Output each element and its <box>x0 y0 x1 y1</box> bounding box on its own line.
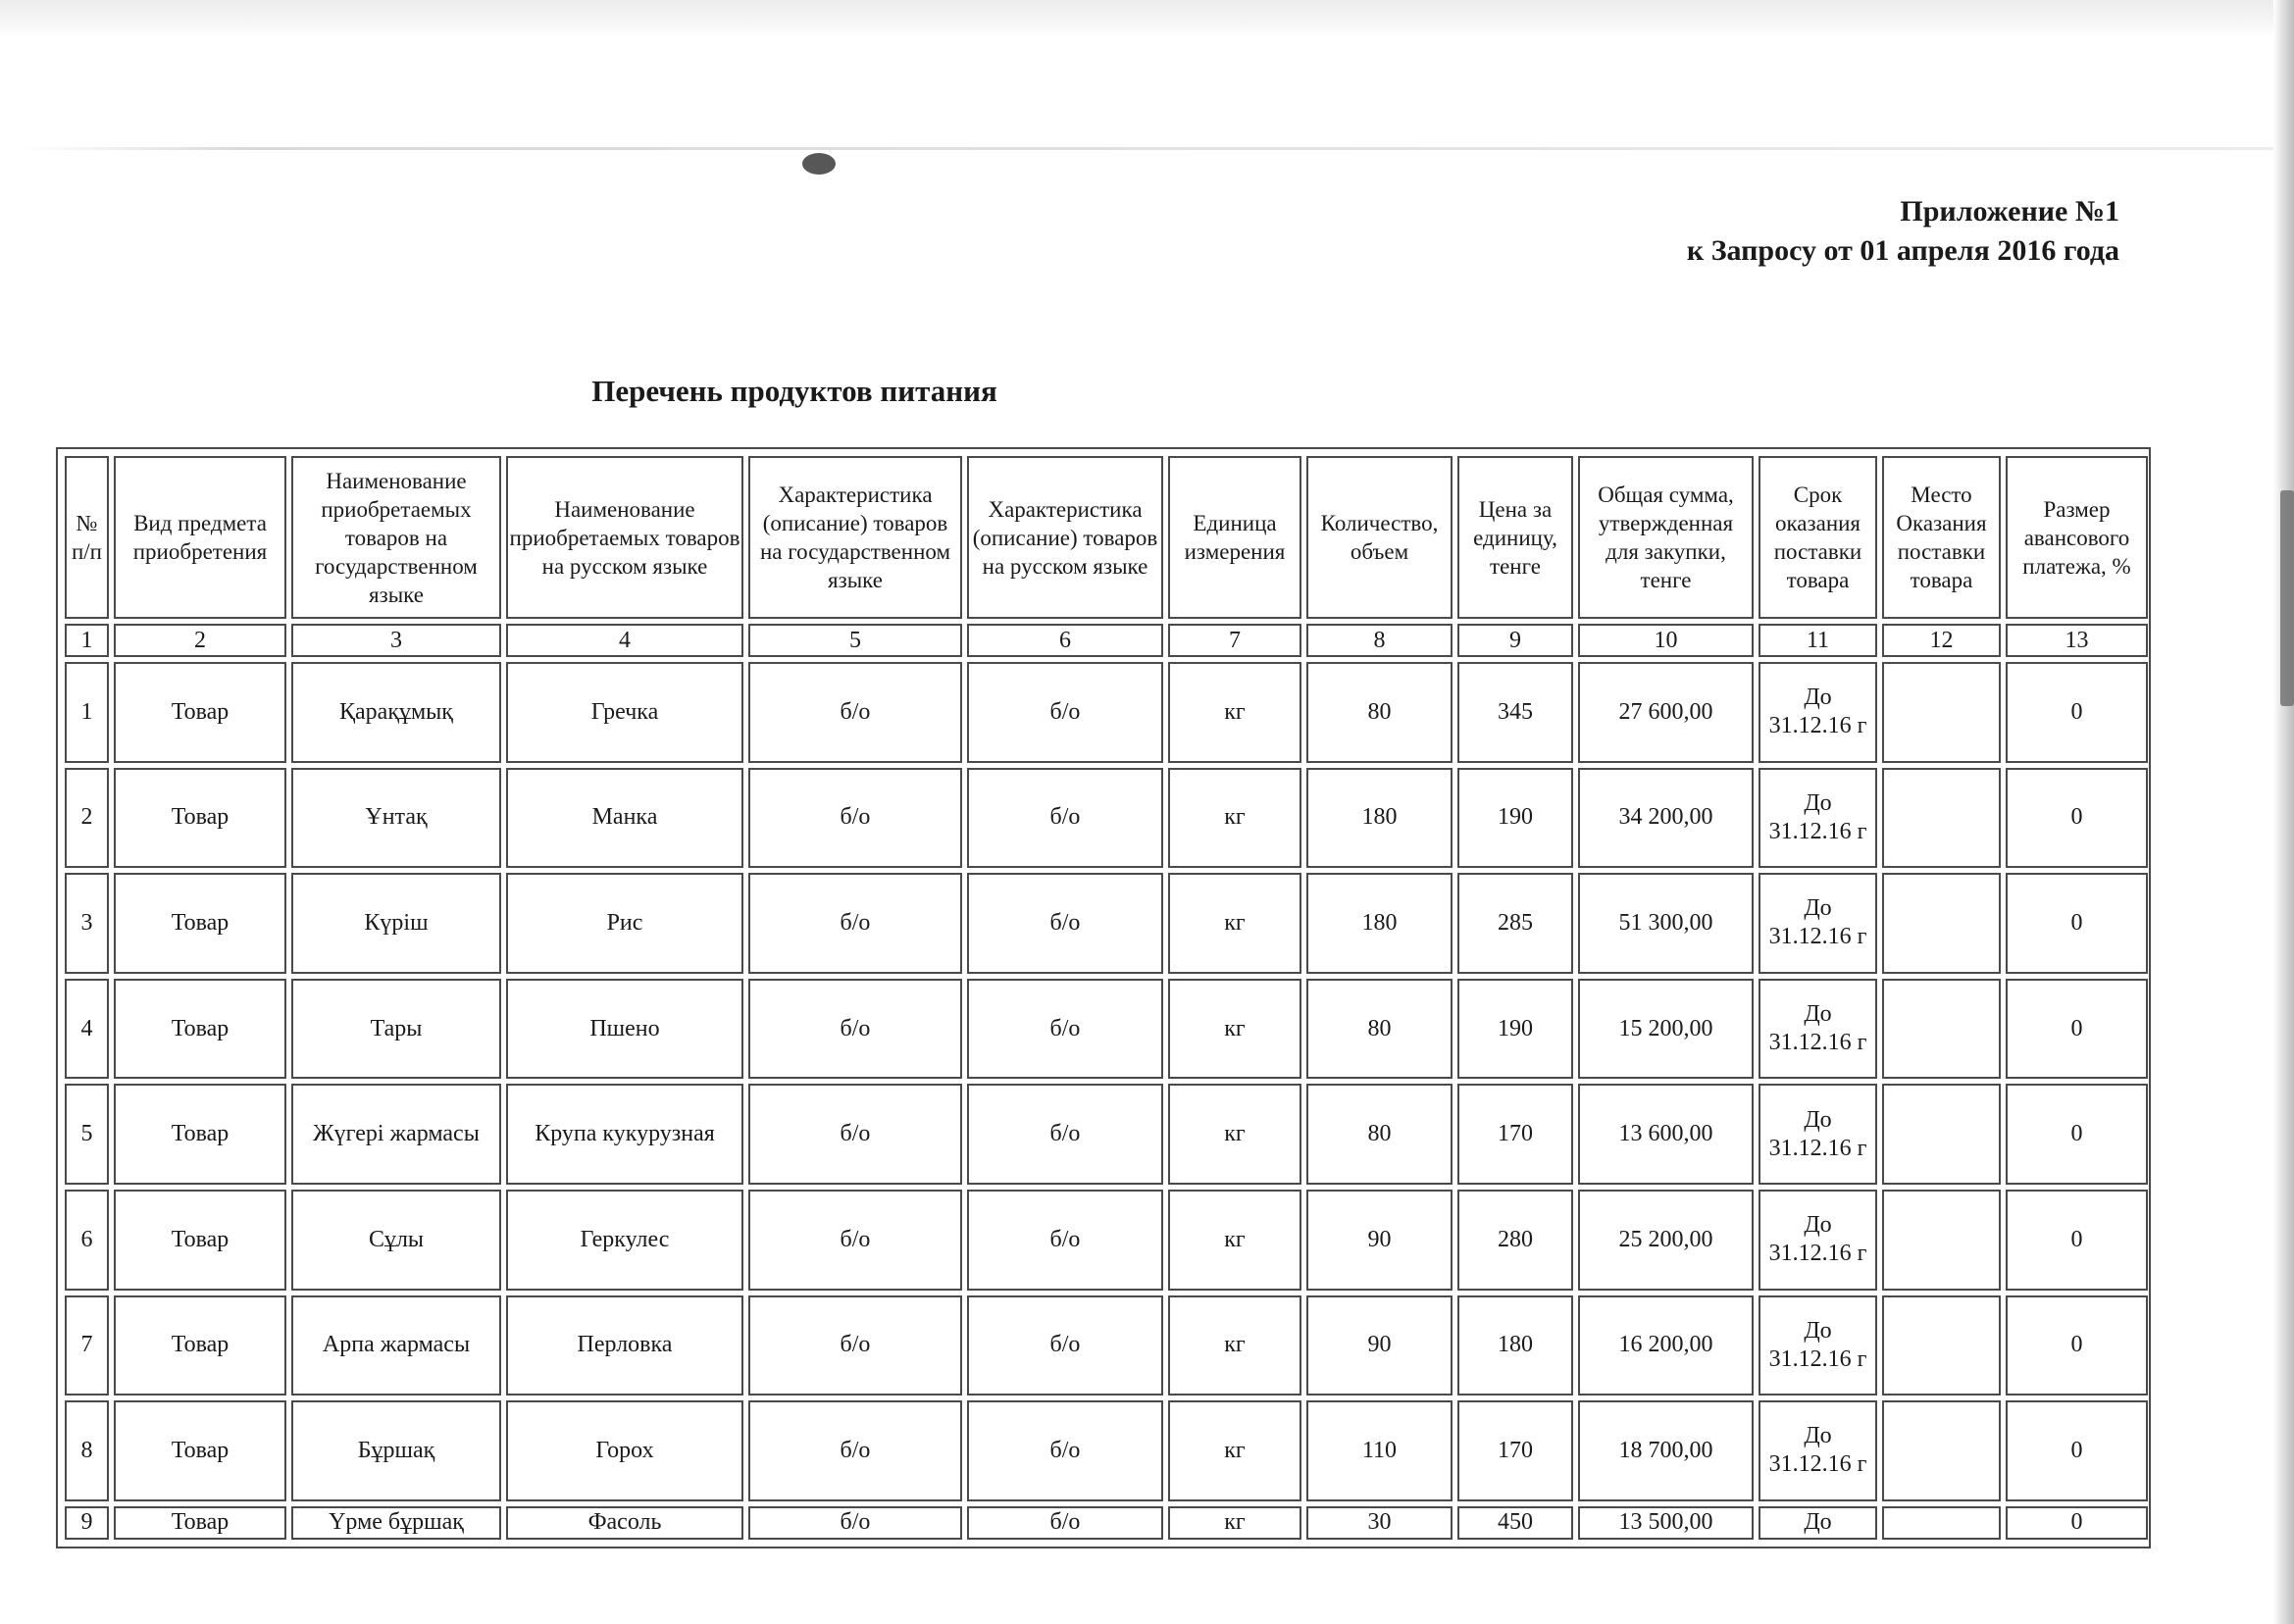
col-unit-cell: кг <box>1168 662 1301 763</box>
col-name-kz-cell: Бұршақ <box>291 1400 501 1501</box>
col-number-header: № п/п <box>65 456 109 619</box>
scan-shadow <box>0 0 2294 37</box>
col-desc-ru-cell: б/о <box>967 662 1163 763</box>
col-number-cell: 3 <box>65 873 109 974</box>
col-number-cell: 9 <box>65 1506 109 1540</box>
col-advance-cell: 0 <box>2006 1506 2148 1540</box>
col-advance-cell: 0 <box>2006 1295 2148 1396</box>
column-number-cell: 1 <box>65 624 109 657</box>
col-kind-cell: Товар <box>114 979 286 1080</box>
col-desc-kz-header: Характеристика (описание) товаров на государственном языке <box>748 456 962 619</box>
col-name-kz-cell: Ұнтақ <box>291 768 501 869</box>
col-unit-cell: кг <box>1168 1506 1301 1540</box>
col-name-ru-cell: Фасоль <box>506 1506 743 1540</box>
col-price-header: Цена за единицу, тенге <box>1457 456 1573 619</box>
col-deadline-cell: До 31.12.16 г <box>1759 662 1877 763</box>
col-name-ru-cell: Горох <box>506 1400 743 1501</box>
col-advance-cell: 0 <box>2006 1400 2148 1501</box>
col-total-cell: 51 300,00 <box>1578 873 1754 974</box>
col-qty-cell: 80 <box>1306 662 1453 763</box>
col-desc-ru-cell: б/о <box>967 768 1163 869</box>
col-desc-kz-cell: б/о <box>748 1190 962 1291</box>
col-desc-ru-cell: б/о <box>967 1400 1163 1501</box>
col-advance-cell: 0 <box>2006 662 2148 763</box>
col-price-cell: 345 <box>1457 662 1573 763</box>
col-number-cell: 5 <box>65 1084 109 1185</box>
col-kind-header: Вид предмета приобретения <box>114 456 286 619</box>
goods-table <box>60 451 2153 1545</box>
col-name-kz-cell: Қарақұмық <box>291 662 501 763</box>
col-name-ru-header: Наименование приобретаемых товаров на русском языке <box>506 456 743 619</box>
col-price-cell: 285 <box>1457 873 1573 974</box>
col-number-cell: 7 <box>65 1295 109 1396</box>
col-name-ru-cell: Геркулес <box>506 1190 743 1291</box>
col-price-cell: 280 <box>1457 1190 1573 1291</box>
col-number-cell: 1 <box>65 662 109 763</box>
col-name-kz-cell: Арпа жармасы <box>291 1295 501 1396</box>
col-desc-ru-cell: б/о <box>967 1295 1163 1396</box>
col-deadline-header: Срок оказания поставки товара <box>1759 456 1877 619</box>
col-desc-kz-cell: б/о <box>748 1400 962 1501</box>
column-number-cell: 4 <box>506 624 743 657</box>
col-qty-cell: 80 <box>1306 979 1453 1080</box>
col-kind-cell: Товар <box>114 1400 286 1501</box>
col-total-cell: 27 600,00 <box>1578 662 1754 763</box>
col-place-cell <box>1882 1084 2001 1185</box>
column-number-cell: 7 <box>1168 624 1301 657</box>
col-deadline-cell: До 31.12.16 г <box>1759 873 1877 974</box>
col-unit-cell: кг <box>1168 1295 1301 1396</box>
col-name-ru-cell: Перловка <box>506 1295 743 1396</box>
col-unit-cell: кг <box>1168 768 1301 869</box>
column-number-cell: 9 <box>1457 624 1573 657</box>
col-name-kz-cell: Тары <box>291 979 501 1080</box>
col-place-cell <box>1882 979 2001 1080</box>
table-row <box>65 1506 2148 1540</box>
column-number-cell: 6 <box>967 624 1163 657</box>
document-title: Перечень продуктов питания <box>591 374 997 408</box>
col-deadline-cell: До 31.12.16 г <box>1759 1084 1877 1185</box>
col-name-ru-cell: Манка <box>506 768 743 869</box>
col-desc-kz-cell: б/о <box>748 979 962 1080</box>
col-place-cell <box>1882 1190 2001 1291</box>
table-row <box>65 1295 2148 1396</box>
col-number-cell: 8 <box>65 1400 109 1501</box>
col-name-ru-cell: Рис <box>506 873 743 974</box>
col-name-ru-cell: Пшено <box>506 979 743 1080</box>
col-advance-cell: 0 <box>2006 979 2148 1080</box>
col-desc-ru-cell: б/о <box>967 1190 1163 1291</box>
col-qty-header: Количество, объем <box>1306 456 1453 619</box>
col-unit-header: Единица измерения <box>1168 456 1301 619</box>
col-unit-cell: кг <box>1168 1190 1301 1291</box>
col-total-cell: 34 200,00 <box>1578 768 1754 869</box>
col-unit-cell: кг <box>1168 1400 1301 1501</box>
header-row <box>65 456 2148 619</box>
col-total-cell: 13 500,00 <box>1578 1506 1754 1540</box>
col-price-cell: 450 <box>1457 1506 1573 1540</box>
col-place-cell <box>1882 1400 2001 1501</box>
col-advance-cell: 0 <box>2006 873 2148 974</box>
col-qty-cell: 180 <box>1306 873 1453 974</box>
column-number-cell: 13 <box>2006 624 2148 657</box>
column-number-cell: 2 <box>114 624 286 657</box>
col-place-cell <box>1882 768 2001 869</box>
col-name-kz-cell: Жүгері жармасы <box>291 1084 501 1185</box>
col-deadline-cell: До 31.12.16 г <box>1759 979 1877 1080</box>
col-qty-cell: 80 <box>1306 1084 1453 1185</box>
col-desc-kz-cell: б/о <box>748 768 962 869</box>
col-kind-cell: Товар <box>114 662 286 763</box>
col-place-header: Место Оказания поставки товара <box>1882 456 2001 619</box>
col-deadline-cell: До 31.12.16 г <box>1759 1295 1877 1396</box>
col-name-kz-cell: Сұлы <box>291 1190 501 1291</box>
column-number-cell: 10 <box>1578 624 1754 657</box>
appendix-note <box>1687 192 2119 271</box>
col-number-cell: 6 <box>65 1190 109 1291</box>
col-desc-ru-cell: б/о <box>967 979 1163 1080</box>
column-number-cell: 8 <box>1306 624 1453 657</box>
col-desc-ru-cell: б/о <box>967 1506 1163 1540</box>
table-row <box>65 1084 2148 1185</box>
column-number-cell: 5 <box>748 624 962 657</box>
scan-right-edge <box>2273 0 2294 1624</box>
column-number-cell: 11 <box>1759 624 1877 657</box>
table-body <box>65 662 2148 1540</box>
punch-hole-mark <box>802 153 836 175</box>
col-advance-header: Размер авансового платежа, % <box>2006 456 2148 619</box>
col-kind-cell: Товар <box>114 1295 286 1396</box>
scan-edge-mark <box>2280 490 2294 706</box>
col-number-cell: 4 <box>65 979 109 1080</box>
col-name-kz-header: Наименование приобретаемых товаров на государственном языке <box>291 456 501 619</box>
col-price-cell: 170 <box>1457 1400 1573 1501</box>
col-price-cell: 190 <box>1457 768 1573 869</box>
column-number-cell: 12 <box>1882 624 2001 657</box>
col-total-cell: 25 200,00 <box>1578 1190 1754 1291</box>
col-desc-kz-cell: б/о <box>748 662 962 763</box>
col-desc-ru-header: Характеристика (описание) товаров на русском языке <box>967 456 1163 619</box>
col-name-kz-cell: Үрме бұршақ <box>291 1506 501 1540</box>
col-kind-cell: Товар <box>114 1084 286 1185</box>
col-kind-cell: Товар <box>114 1506 286 1540</box>
table-row <box>65 1400 2148 1501</box>
col-unit-cell: кг <box>1168 873 1301 974</box>
col-qty-cell: 90 <box>1306 1190 1453 1291</box>
col-total-cell: 13 600,00 <box>1578 1084 1754 1185</box>
col-deadline-cell: До 31.12.16 г <box>1759 1400 1877 1501</box>
col-place-cell <box>1882 1506 2001 1540</box>
col-total-header: Общая сумма, утвержденная для закупки, тенге <box>1578 456 1754 619</box>
column-number-cell: 3 <box>291 624 501 657</box>
col-name-kz-cell: Күріш <box>291 873 501 974</box>
col-place-cell <box>1882 1295 2001 1396</box>
column-number-row <box>65 624 2148 657</box>
col-desc-ru-cell: б/о <box>967 1084 1163 1185</box>
col-kind-cell: Товар <box>114 1190 286 1291</box>
table-row <box>65 979 2148 1080</box>
col-price-cell: 190 <box>1457 979 1573 1080</box>
col-desc-kz-cell: б/о <box>748 1506 962 1540</box>
col-deadline-cell: До 31.12.16 г <box>1759 768 1877 869</box>
table-header <box>65 456 2148 657</box>
col-desc-kz-cell: б/о <box>748 1084 962 1185</box>
col-total-cell: 18 700,00 <box>1578 1400 1754 1501</box>
col-desc-ru-cell: б/о <box>967 873 1163 974</box>
col-desc-kz-cell: б/о <box>748 1295 962 1396</box>
col-name-ru-cell: Крупа кукурузная <box>506 1084 743 1185</box>
col-total-cell: 16 200,00 <box>1578 1295 1754 1396</box>
col-qty-cell: 180 <box>1306 768 1453 869</box>
col-kind-cell: Товар <box>114 873 286 974</box>
col-deadline-cell: До <box>1759 1506 1877 1540</box>
col-qty-cell: 90 <box>1306 1295 1453 1396</box>
col-advance-cell: 0 <box>2006 768 2148 869</box>
col-name-ru-cell: Гречка <box>506 662 743 763</box>
table-row <box>65 662 2148 763</box>
col-advance-cell: 0 <box>2006 1084 2148 1185</box>
col-qty-cell: 30 <box>1306 1506 1453 1540</box>
col-number-cell: 2 <box>65 768 109 869</box>
col-advance-cell: 0 <box>2006 1190 2148 1291</box>
col-deadline-cell: До 31.12.16 г <box>1759 1190 1877 1291</box>
appendix-line-2: к Запросу от 01 апреля 2016 года <box>1686 234 2119 267</box>
table-row <box>65 1190 2148 1291</box>
paper-fold-line <box>20 147 2294 150</box>
col-total-cell: 15 200,00 <box>1578 979 1754 1080</box>
col-desc-kz-cell: б/о <box>748 873 962 974</box>
col-unit-cell: кг <box>1168 1084 1301 1185</box>
goods-table-frame <box>56 447 2151 1548</box>
col-qty-cell: 110 <box>1306 1400 1453 1501</box>
col-price-cell: 180 <box>1457 1295 1573 1396</box>
table-row <box>65 768 2148 869</box>
appendix-line-1: Приложение №1 <box>1900 195 2119 228</box>
col-kind-cell: Товар <box>114 768 286 869</box>
col-unit-cell: кг <box>1168 979 1301 1080</box>
col-place-cell <box>1882 662 2001 763</box>
col-place-cell <box>1882 873 2001 974</box>
col-price-cell: 170 <box>1457 1084 1573 1185</box>
table-row <box>65 873 2148 974</box>
